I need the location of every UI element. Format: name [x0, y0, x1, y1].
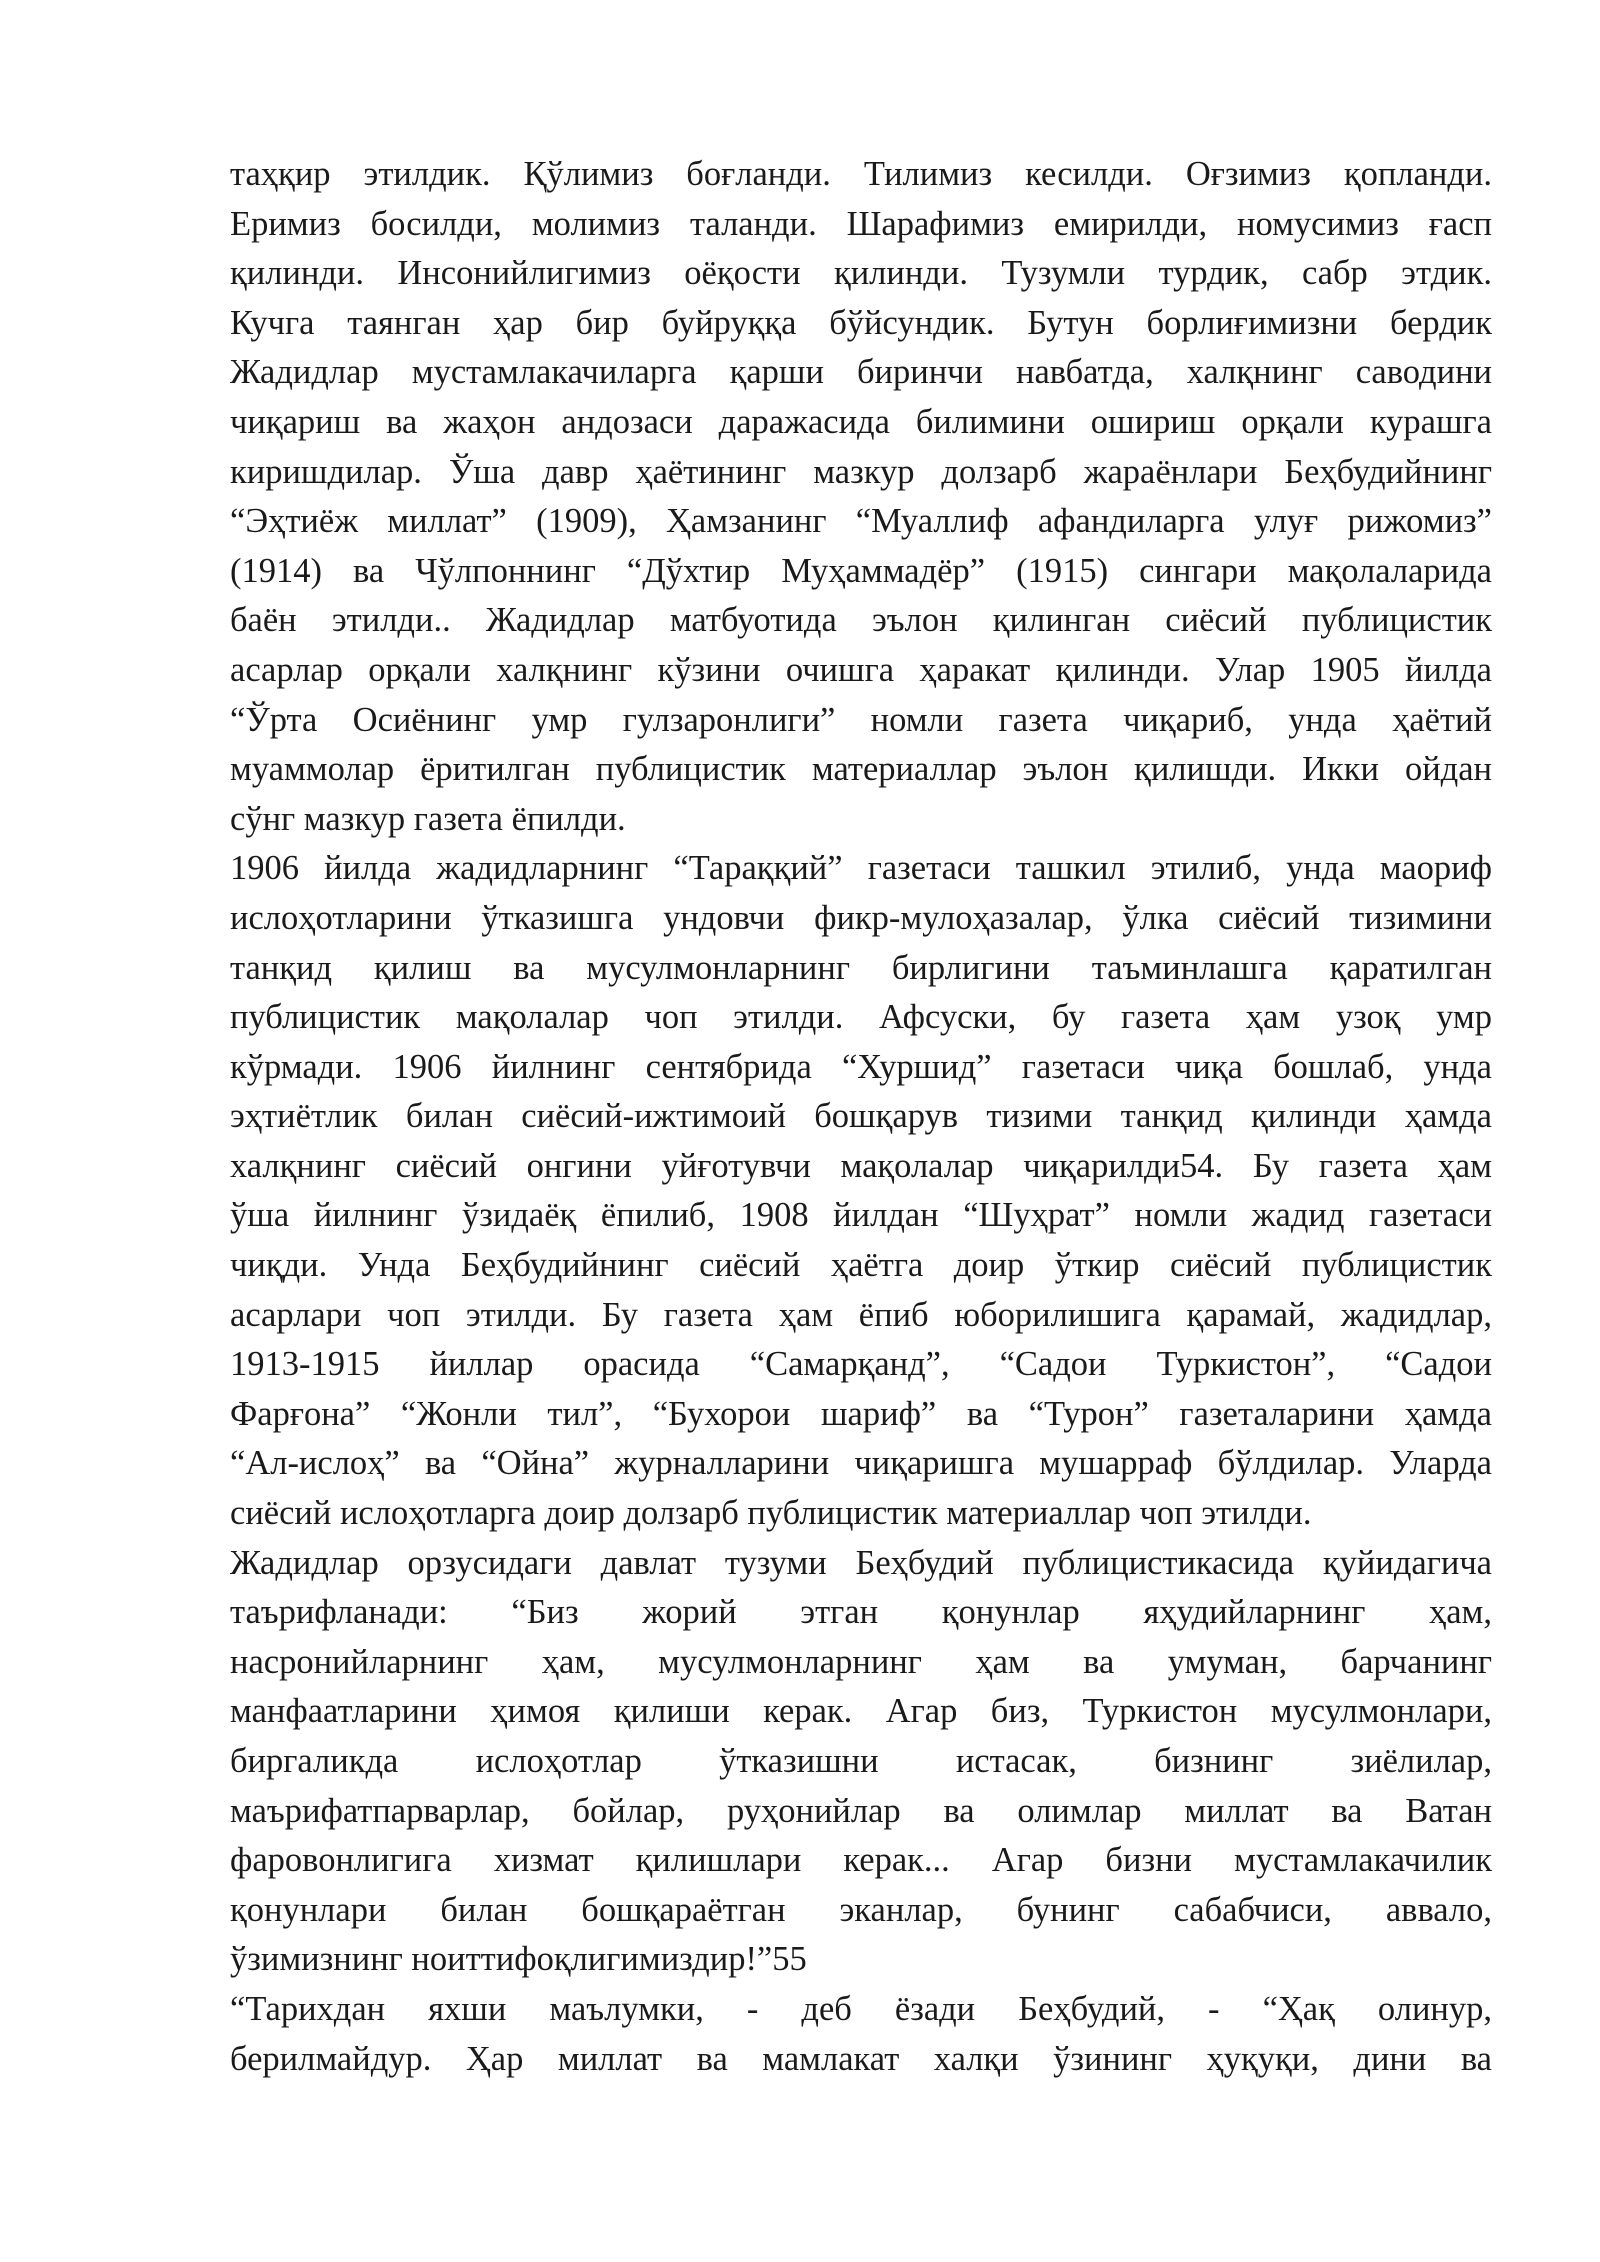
text-line: публицистик мақолалар чоп этилди. Афсуски, бу газета ҳам узоқ умр [230, 998, 1492, 1037]
text-line: Еримиз босилди, молимиз таланди. Шарафимиз емирилди, номусимиз ғасп [230, 204, 1492, 243]
paragraph [230, 1985, 1492, 2084]
document-body [230, 150, 1492, 2084]
text-line: 1913-1915 йиллар орасида “Самарқанд”, “Садои Туркистон”, “Садои [230, 1345, 1492, 1384]
text-line: муаммолар ёритилган публицистик материаллар эълон қилишди. Икки ойдан [230, 750, 1492, 789]
paragraph [230, 844, 1492, 1538]
text-line: (1914) ва Чўлпоннинг “Дўхтир Муҳаммадёр” (1915) сингари мақолаларида [230, 551, 1492, 590]
text-line: маърифатпарварлар, бойлар, руҳонийлар ва олимлар миллат ва Ватан [230, 1791, 1492, 1830]
text-line: Кучга таянган ҳар бир буйруққа бўйсундик. Бутун борлиғимизни бердик [230, 303, 1492, 342]
text-line: ўша йилнинг ўзидаёқ ёпилиб, 1908 йилдан “Шуҳрат” номли жадид газетаси [230, 1196, 1492, 1235]
text-line: “Эҳтиёж миллат” (1909), Ҳамзанинг “Муаллиф афандиларга улуғ рижомиз” [230, 502, 1492, 541]
text-line: эҳтиётлик билан сиёсий-ижтимоий бошқарув тизими танқид қилинди ҳамда [230, 1097, 1492, 1136]
text-line: таърифланади: “Биз жорий этган қонунлар яҳудийларнинг ҳам, [230, 1593, 1492, 1632]
text-line: сиёсий ислоҳотларга доир долзарб публицистик материаллар чоп этилди. [230, 1494, 1312, 1533]
text-line: Жадидлар мустамлакачиларга қарши биринчи навбатда, халқнинг саводини [230, 353, 1492, 392]
text-line: киришдилар. Ўша давр ҳаётининг мазкур долзарб жараёнлари Беҳбудийнинг [230, 452, 1492, 491]
paragraph [230, 1539, 1492, 1985]
text-line: “Ал-ислоҳ” ва “Ойна” журналларини чиқаришга мушарраф бўлдилар. Уларда [230, 1444, 1492, 1483]
text-line: ўзимизнинг ноиттифоқлигимиздир!”55 [230, 1940, 807, 1979]
text-line: таҳқир этилдик. Қўлимиз боғланди. Тилимиз кесилди. Оғзимиз қопланди. [230, 155, 1492, 193]
text-line: биргаликда ислоҳотлар ўтказишни истасак, бизнинг зиёлилар, [230, 1742, 1492, 1780]
text-line: асарлари чоп этилди. Бу газета ҳам ёпиб юборилишига қарамай, жадидлар, [230, 1295, 1492, 1334]
text-line: ислоҳотларини ўтказишга ундовчи фикр-мулоҳазалар, ўлка сиёсий тизимини [230, 898, 1492, 937]
text-line: “Ўрта Осиёнинг умр гулзаронлиги” номли газета чиқариб, унда ҳаётий [230, 700, 1492, 739]
text-line: берилмайдур. Ҳар миллат ва мамлакат халқи ўзининг ҳуқуқи, дини ва [230, 2039, 1492, 2078]
text-line: Жадидлар орзусидаги давлат тузуми Беҳбудий публицистикасида қуйидагича [230, 1543, 1492, 1582]
text-line: кўрмади. 1906 йилнинг сентябрида “Хуршид” газетаси чиқа бошлаб, унда [230, 1047, 1492, 1086]
text-line: қилинди. Инсонийлигимиз оёқости қилинди. Тузумли турдик, сабр этдик. [230, 254, 1492, 293]
text-line: манфаатларини ҳимоя қилиши керак. Агар биз, Туркистон мусулмонлари, [230, 1692, 1492, 1731]
text-line: танқид қилиш ва мусулмонларнинг бирлигини таъминлашга қаратилган [230, 948, 1492, 987]
text-line: “Тарихдан яхши маълумки, - деб ёзади Беҳбудий, - “Ҳақ олинур, [230, 1989, 1492, 2028]
text-line: фаровонлигига хизмат қилишлари керак... Агар бизни мустамлакачилик [230, 1841, 1492, 1880]
text-line: баён этилди.. Жадидлар матбуотида эълон қилинган сиёсий публицистик [230, 601, 1492, 640]
paragraph [230, 150, 1492, 844]
text-line: чиқди. Унда Беҳбудийнинг сиёсий ҳаётга доир ўткир сиёсий публицистик [230, 1246, 1492, 1285]
text-line: 1906 йилда жадидларнинг “Тараққий” газетаси ташкил этилиб, унда маориф [230, 849, 1492, 888]
text-line: Фарғона” “Жонли тил”, “Бухорои шариф” ва “Турон” газеталарини ҳамда [230, 1394, 1492, 1433]
text-line: қонунлари билан бошқараётган эканлар, бунинг сабабчиси, аввало, [230, 1890, 1492, 1929]
text-line: асарлар орқали халқнинг кўзини очишга ҳаракат қилинди. Улар 1905 йилда [230, 650, 1492, 689]
text-line: насронийларнинг ҳам, мусулмонларнинг ҳам ва умуман, барчанинг [230, 1642, 1492, 1681]
text-line: чиқариш ва жаҳон андозаси даражасида билимини ошириш орқали курашга [230, 402, 1492, 441]
text-line: халқнинг сиёсий онгини уйғотувчи мақолалар чиқарилди54. Бу газета ҳам [230, 1146, 1492, 1185]
text-line: сўнг мазкур газета ёпилди. [230, 799, 626, 838]
